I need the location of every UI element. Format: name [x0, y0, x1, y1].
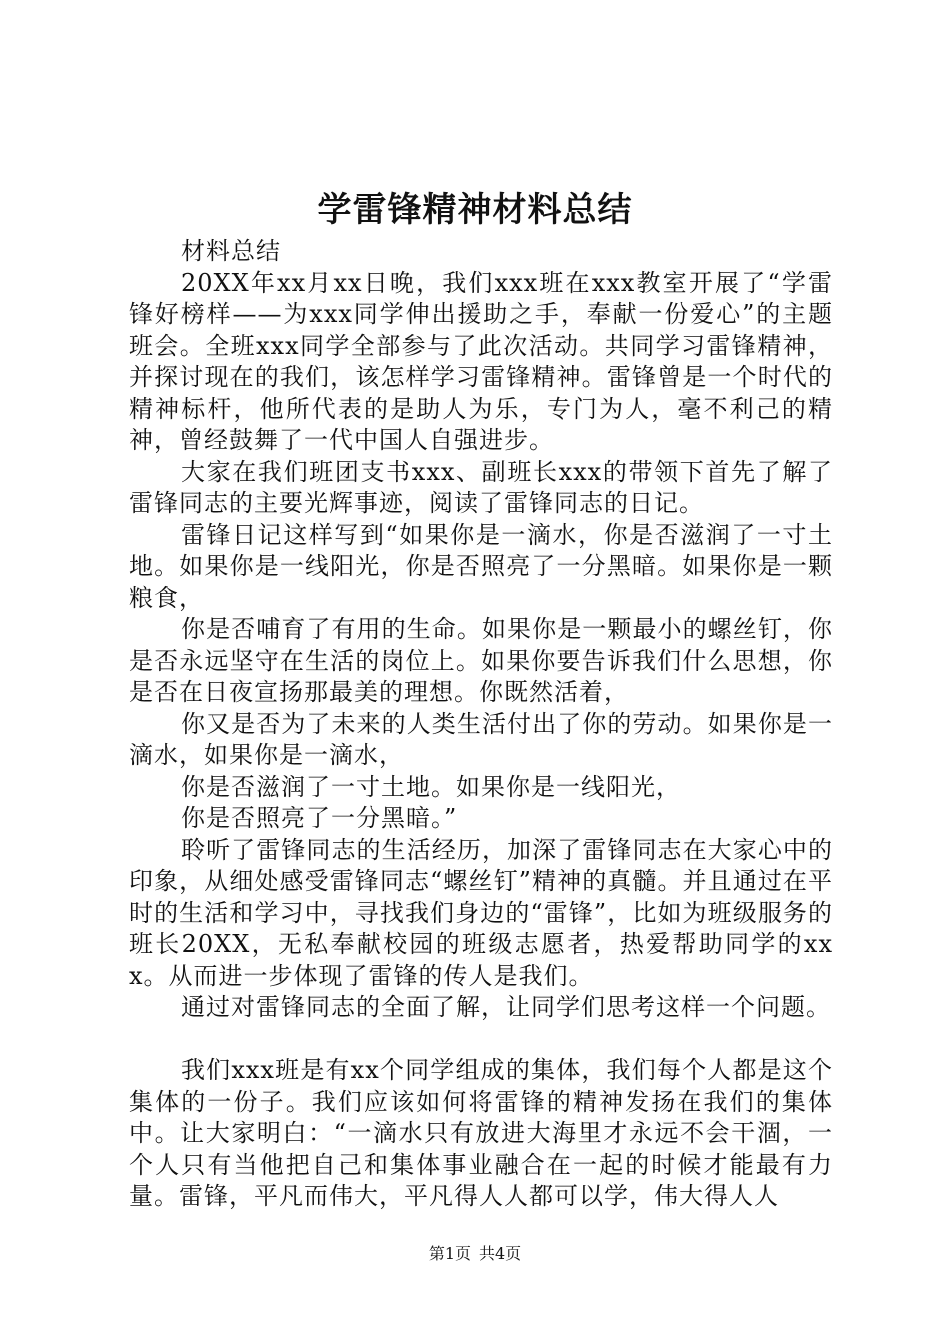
paragraph: 你是否滋润了一寸土地。如果你是一线阳光，	[181, 772, 681, 801]
document-body	[129, 236, 833, 1213]
paragraph: 20XX年xx月xx日晚，我们xxx班在xxx教室开展了“学雷锋好榜样——为xxx同学伸出援助之手，奉献一份爱心”的主题班会。全班xxx同学全部参与了此次活动。共同学习雷锋精神，并探讨现在的我们，该怎样学习雷锋精神。雷锋曾是一个时代的精神标杆，他所代表的是助人为乐，专门为人，毫不利己的精神，曾经鼓舞了一代中国人自强进步。	[129, 268, 833, 454]
page-number: 第1页	[428, 1244, 471, 1263]
page-footer	[0, 1243, 950, 1265]
paragraph: 我们xxx班是有xx个同学组成的集体，我们每个人都是这个集体的一份子。我们应该如何将雷锋的精神发扬在我们的集体中。让大家明白：“一滴水只有放进大海里才永远不会干涸，一个人只有当他把自己和集体事业融合在一起的时候才能最有力量。雷锋，平凡而伟大，平凡得人人都可以学，伟大得人人	[129, 1056, 833, 1210]
paragraph: 雷锋日记这样写到“如果你是一滴水，你是否滋润了一寸土地。如果你是一线阳光，你是否照亮了一分黑暗。如果你是一颗粮食，	[129, 520, 833, 612]
page-total: 共4页	[479, 1244, 522, 1263]
paragraph: 你是否照亮了一分黑暗。”	[181, 804, 458, 832]
paragraph: 你是否哺育了有用的生命。如果你是一颗最小的螺丝钉，你是否永远坚守在生活的岗位上。如果你要告诉我们什么思想，你是否在日夜宣扬那最美的理想。你既然活着，	[129, 615, 833, 706]
paragraph: 通过对雷锋同志的全面了解，让同学们思考这样一个问题。	[181, 993, 831, 1021]
page-title: 学雷锋精神材料总结	[317, 190, 633, 230]
paragraph: 大家在我们班团支书xxx、副班长xxx的带领下首先了解了雷锋同志的主要光辉事迹，阅读了雷锋同志的日记。	[129, 457, 833, 517]
paragraph: 聆听了雷锋同志的生活经历，加深了雷锋同志在大家心中的印象，从细处感受雷锋同志“螺丝钉”精神的真髓。并且通过在平时的生活和学习中，寻找我们身边的“雷锋”，比如为班级服务的班长20XX，无私奉献校园的班级志愿者，热爱帮助同学的xxx。从而进一步体现了雷锋的传人是我们。	[129, 835, 833, 990]
paragraph: 你又是否为了未来的人类生活付出了你的劳动。如果你是一滴水，如果你是一滴水，	[129, 709, 833, 769]
paragraph: 材料总结	[181, 237, 281, 265]
